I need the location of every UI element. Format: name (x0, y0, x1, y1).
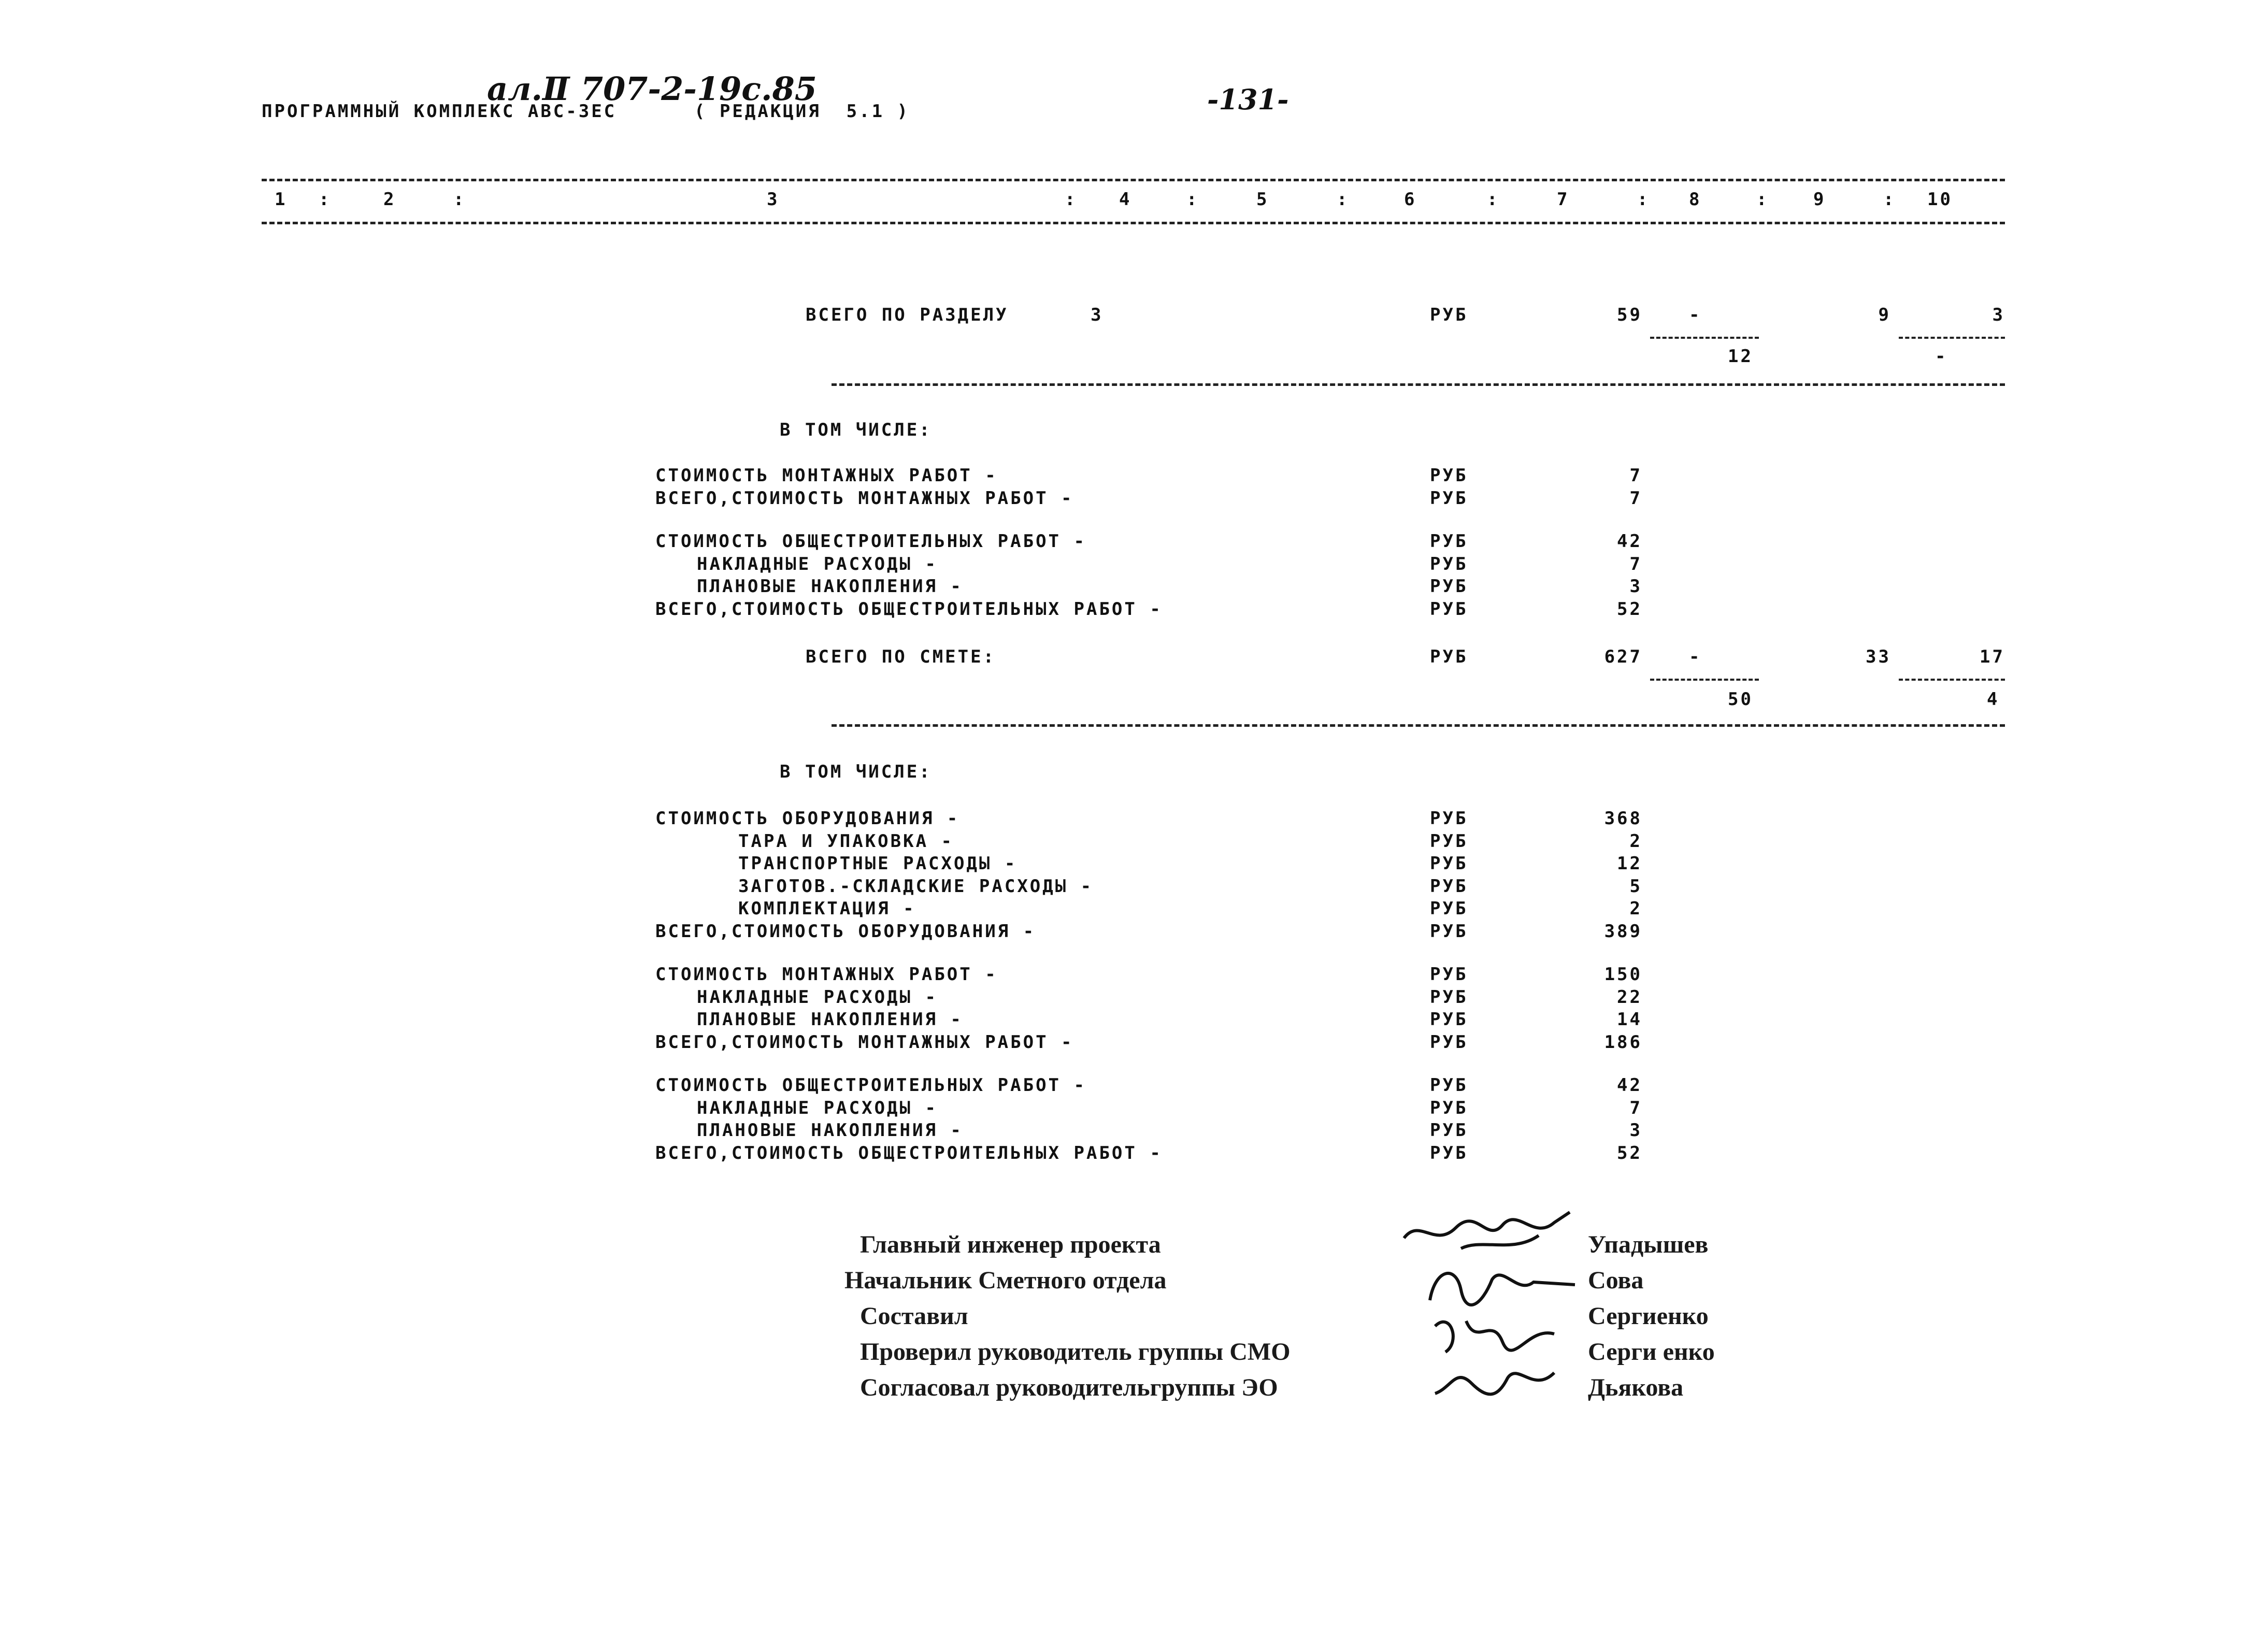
estimate-total-c7: 627 (1604, 647, 1642, 667)
incl2-row-label: ТРАНСПОРТНЫЕ РАСХОДЫ - (738, 853, 1018, 874)
incl2-row-unit: РУБ (1430, 1009, 1468, 1030)
incl1-row-value: 7 (1629, 487, 1642, 509)
incl2-row-value: 389 (1604, 921, 1642, 942)
section-c10-rule (1899, 337, 2005, 339)
incl2-row-unit: РУБ (1430, 1097, 1468, 1118)
edition-label: ( РЕДАКЦИЯ 5.1 ) (694, 101, 910, 122)
signature-role: Начальник Сметного отдела (844, 1267, 1167, 1294)
signature-name: Сова (1588, 1267, 1644, 1294)
signature-role: Главный инженер проекта (860, 1231, 1161, 1258)
col-sep: : (1637, 189, 1650, 210)
estimate-total-c10-top: 17 (1980, 647, 2005, 667)
signature-scribble-3 (1430, 1305, 1565, 1362)
col-8: 8 (1689, 189, 1702, 210)
incl1-heading: В ТОМ ЧИСЛЕ: (780, 420, 932, 440)
incl2-row-unit: РУБ (1430, 830, 1468, 852)
incl2-row-unit: РУБ (1430, 808, 1468, 829)
signature-role: Составил (860, 1302, 968, 1330)
header-rule-top (262, 179, 2005, 181)
incl2-row-value: 2 (1629, 898, 1642, 919)
col-sep: : (1186, 189, 1199, 210)
incl2-row-value: 5 (1629, 875, 1642, 897)
estimate-total-c8-top: - (1689, 647, 1702, 667)
section-total-c10-bottom: - (1935, 346, 1948, 367)
incl2-row-unit: РУБ (1430, 1031, 1468, 1053)
incl2-row-unit: РУБ (1430, 853, 1468, 874)
incl1-row-value: 3 (1629, 576, 1642, 597)
col-6: 6 (1404, 189, 1417, 210)
incl2-row-label: ЗАГОТОВ.-СКЛАДСКИЕ РАСХОДЫ - (738, 875, 1094, 897)
incl2-row-value: 150 (1604, 964, 1642, 985)
col-9: 9 (1813, 189, 1826, 210)
incl2-row-label: ПЛАНОВЫЕ НАКОПЛЕНИЯ - (697, 1120, 963, 1141)
incl2-row-label: ВСЕГО,СТОИМОСТЬ ОБОРУДОВАНИЯ - (655, 921, 1036, 942)
incl2-row-value: 186 (1604, 1031, 1642, 1053)
section-total-label: ВСЕГО ПО РАЗДЕЛУ (806, 305, 1009, 325)
incl2-row-value: 42 (1617, 1075, 1642, 1096)
incl1-row-value: 7 (1629, 465, 1642, 486)
signature-name: Дьякова (1588, 1374, 1684, 1401)
section-total-c7: 59 (1617, 305, 1642, 325)
incl1-row-unit: РУБ (1430, 531, 1468, 552)
section-number: 3 (1091, 305, 1104, 325)
incl2-row-label: ТАРА И УПАКОВКА - (738, 830, 954, 852)
incl2-row-value: 7 (1629, 1097, 1642, 1118)
col-sep: : (453, 189, 466, 210)
program-title: ПРОГРАММНЫЙ КОМПЛЕКС АВС-3ЕС (262, 101, 617, 122)
incl2-row-unit: РУБ (1430, 921, 1468, 942)
incl2-row-label: ПЛАНОВЫЕ НАКОПЛЕНИЯ - (697, 1009, 963, 1030)
incl2-row-value: 22 (1617, 986, 1642, 1008)
section-c8-rule (1650, 337, 1759, 339)
col-5: 5 (1256, 189, 1269, 210)
col-7: 7 (1557, 189, 1570, 210)
section-total-c8-top: - (1689, 305, 1702, 325)
incl2-heading: В ТОМ ЧИСЛЕ: (780, 762, 932, 782)
section-total-c8-bottom: 12 (1728, 346, 1753, 367)
incl2-row-label: КОМПЛЕКТАЦИЯ - (738, 898, 916, 919)
incl1-row-label: СТОИМОСТЬ ОБЩЕСТРОИТЕЛЬНЫХ РАБОТ - (655, 531, 1086, 552)
incl2-row-label: ВСЕГО,СТОИМОСТЬ ОБЩЕСТРОИТЕЛЬНЫХ РАБОТ - (655, 1142, 1163, 1163)
incl1-row-unit: РУБ (1430, 487, 1468, 509)
estimate-total-label: ВСЕГО ПО СМЕТЕ: (806, 647, 996, 667)
estimate-total-c8-bottom: 50 (1728, 689, 1753, 710)
incl2-row-value: 368 (1604, 808, 1642, 829)
incl1-row-unit: РУБ (1430, 598, 1468, 620)
col-sep: : (319, 189, 332, 210)
incl2-row-unit: РУБ (1430, 986, 1468, 1008)
estimate-total-c9: 33 (1866, 647, 1891, 667)
incl2-row-unit: РУБ (1430, 1120, 1468, 1141)
estimate-c10-rule (1899, 679, 2005, 681)
signature-scribble-2 (1420, 1254, 1585, 1311)
signature-name: Сергиенко (1588, 1302, 1709, 1330)
incl2-row-unit: РУБ (1430, 875, 1468, 897)
incl2-row-label: СТОИМОСТЬ МОНТАЖНЫХ РАБОТ - (655, 964, 998, 985)
section-rule (832, 383, 2005, 386)
section-total-c10-top: 3 (1992, 305, 2005, 325)
col-sep: : (1487, 189, 1500, 210)
signature-name: Серги енко (1588, 1338, 1715, 1366)
section-total-unit: РУБ (1430, 305, 1468, 325)
incl2-row-label: ВСЕГО,СТОИМОСТЬ МОНТАЖНЫХ РАБОТ - (655, 1031, 1074, 1053)
incl2-row-value: 12 (1617, 853, 1642, 874)
incl2-row-value: 2 (1629, 830, 1642, 852)
estimate-c8-rule (1650, 679, 1759, 681)
incl1-row-value: 7 (1629, 553, 1642, 574)
incl2-row-label: НАКЛАДНЫЕ РАСХОДЫ - (697, 986, 938, 1008)
incl2-row-value: 14 (1617, 1009, 1642, 1030)
col-sep: : (1065, 189, 1078, 210)
incl1-row-label: НАКЛАДНЫЕ РАСХОДЫ - (697, 553, 938, 574)
incl2-row-label: НАКЛАДНЫЕ РАСХОДЫ - (697, 1097, 938, 1118)
incl1-row-value: 42 (1617, 531, 1642, 552)
col-3: 3 (767, 189, 780, 210)
incl2-row-unit: РУБ (1430, 964, 1468, 985)
incl2-row-label: СТОИМОСТЬ ОБОРУДОВАНИЯ - (655, 808, 960, 829)
incl1-row-label: ПЛАНОВЫЕ НАКОПЛЕНИЯ - (697, 576, 963, 597)
col-10: 10 (1927, 189, 1953, 210)
incl2-row-value: 52 (1617, 1142, 1642, 1163)
incl1-row-label: ВСЕГО,СТОИМОСТЬ ОБЩЕСТРОИТЕЛЬНЫХ РАБОТ - (655, 598, 1163, 620)
col-4: 4 (1119, 189, 1132, 210)
section-total-c9: 9 (1878, 305, 1891, 325)
col-sep: : (1337, 189, 1350, 210)
header-rule-bottom (262, 222, 2005, 224)
col-1: 1 (275, 189, 288, 210)
signature-role: Проверил руководитель группы СМО (860, 1338, 1291, 1366)
page-number: -131- (1207, 83, 1289, 116)
incl1-row-value: 52 (1617, 598, 1642, 620)
col-sep: : (1756, 189, 1769, 210)
estimate-total-c10-bottom: 4 (1987, 689, 2000, 710)
incl2-row-unit: РУБ (1430, 1142, 1468, 1163)
incl2-row-unit: РУБ (1430, 898, 1468, 919)
col-2: 2 (383, 189, 396, 210)
handwritten-reference: ал.Ⅱ 707-2-19с.85 (487, 70, 817, 108)
signature-name: Упадышев (1588, 1231, 1709, 1258)
incl2-row-unit: РУБ (1430, 1075, 1468, 1096)
incl2-row-value: 3 (1629, 1120, 1642, 1141)
signature-role: Согласовал руководительгруппы ЭО (860, 1374, 1278, 1401)
incl1-row-unit: РУБ (1430, 553, 1468, 574)
incl1-row-unit: РУБ (1430, 465, 1468, 486)
estimate-rule (832, 724, 2005, 727)
estimate-total-unit: РУБ (1430, 647, 1468, 667)
incl2-row-label: СТОИМОСТЬ ОБЩЕСТРОИТЕЛЬНЫХ РАБОТ - (655, 1075, 1086, 1096)
incl1-row-label: СТОИМОСТЬ МОНТАЖНЫХ РАБОТ - (655, 465, 998, 486)
col-sep: : (1883, 189, 1896, 210)
signature-scribble-4 (1430, 1357, 1565, 1404)
incl1-row-unit: РУБ (1430, 576, 1468, 597)
incl1-row-label: ВСЕГО,СТОИМОСТЬ МОНТАЖНЫХ РАБОТ - (655, 487, 1074, 509)
